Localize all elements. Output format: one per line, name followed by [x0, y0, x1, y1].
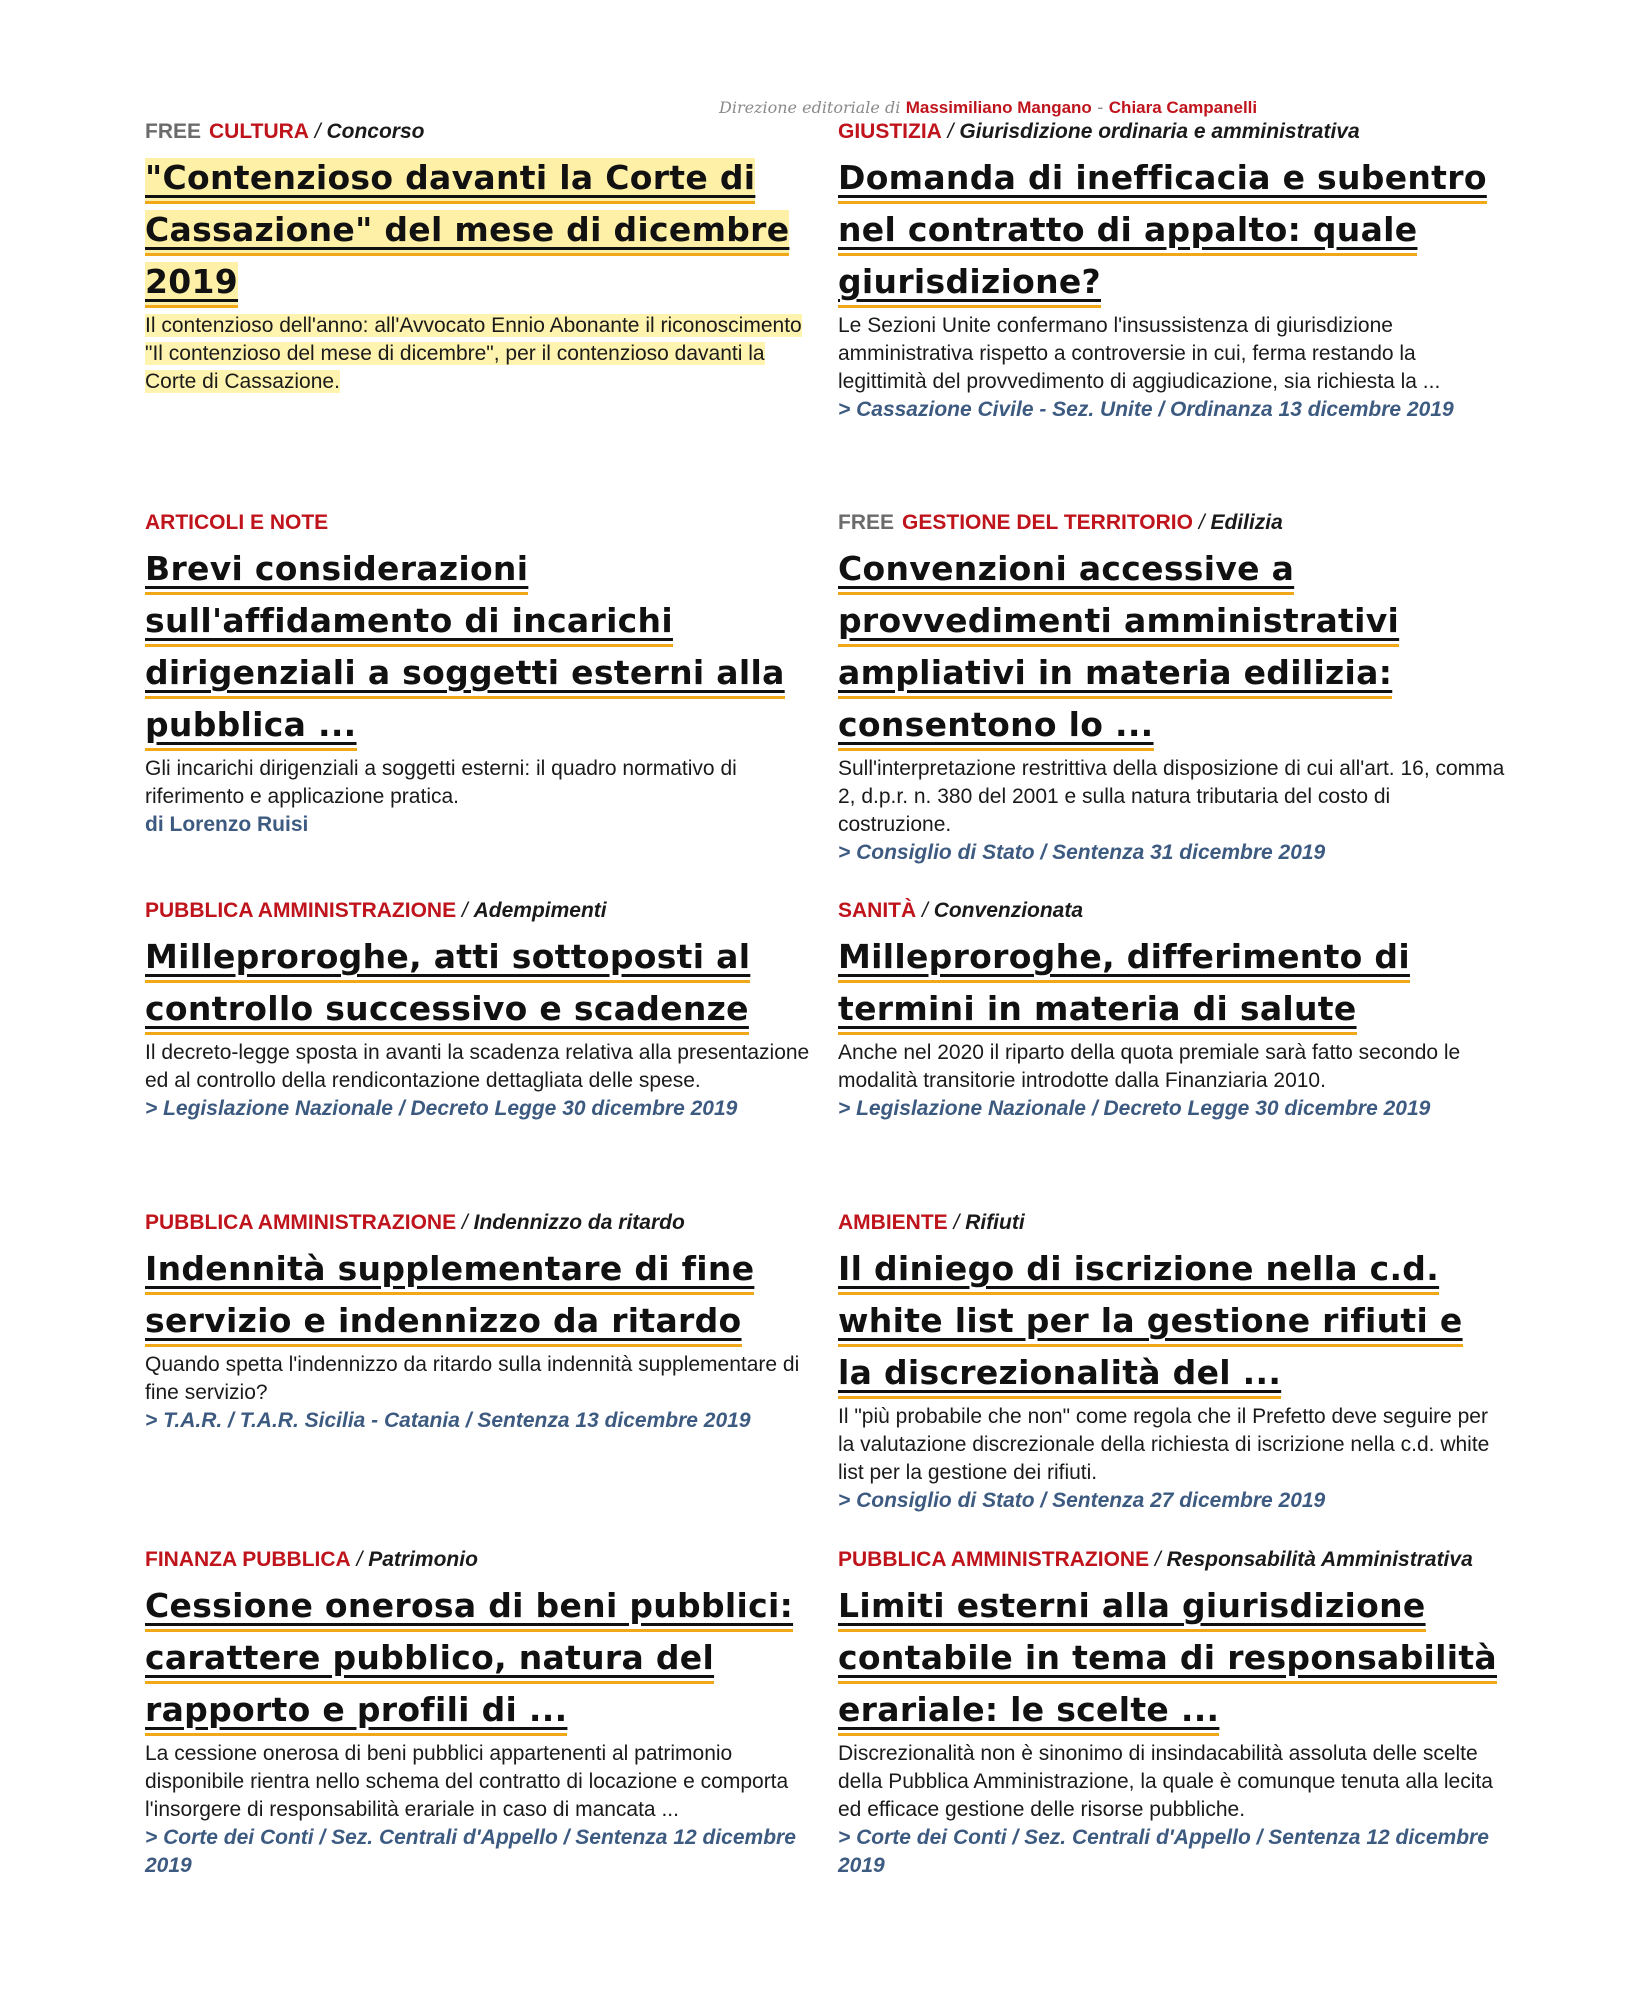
article-source-link[interactable]: > T.A.R. / T.A.R. Sicilia - Catania / Sentenza 13 dicembre 2019 — [145, 1409, 751, 1432]
article-meta: GIUSTIZIA / Giurisdizione ordinaria e amministrativa — [838, 120, 1360, 143]
article-title[interactable] — [145, 543, 810, 751]
article-source-link[interactable]: > Legislazione Nazionale / Decreto Legge 30 dicembre 2019 — [838, 1097, 1431, 1120]
category-link[interactable]: AMBIENTE — [838, 1211, 948, 1234]
article-title[interactable] — [145, 152, 810, 308]
editor-name-1[interactable]: Massimiliano Mangano — [905, 98, 1092, 117]
article-meta: FREE CULTURA / Concorso — [145, 120, 425, 143]
editorial-prefix: Direzione editoriale di — [719, 98, 901, 117]
subcategory-link[interactable]: Edilizia — [1210, 511, 1283, 534]
article-title-link[interactable]: "Contenzioso davanti la Corte di Cassazione" del mese di dicembre 2019 — [145, 158, 789, 308]
article-title-link[interactable]: Indennità supplementare di fine servizio e indennizzo da ritardo — [145, 1249, 754, 1347]
article-title-link[interactable]: Cessione onerosa di beni pubblici: carattere pubblico, natura del rapporto e profili di ... — [145, 1586, 793, 1736]
article-abstract: Discrezionalità non è sinonimo di insindacabilità assoluta delle scelte della Pubblica Amministrazione, la quale è comunque tenuta alla lecita ed efficace gestione delle risorse pubbliche. — [838, 1742, 1493, 1821]
article-source-link[interactable]: > Consiglio di Stato / Sentenza 31 dicembre 2019 — [838, 841, 1326, 864]
article-source-link[interactable]: > Consiglio di Stato / Sentenza 27 dicembre 2019 — [838, 1489, 1326, 1512]
article-card — [145, 118, 810, 396]
article-card — [838, 897, 1508, 1123]
article-author-link[interactable]: di Lorenzo Ruisi — [145, 813, 309, 836]
article-title[interactable] — [145, 931, 810, 1035]
article-card — [838, 509, 1508, 867]
subcategory-link[interactable]: Convenzionata — [933, 899, 1084, 922]
article-meta — [145, 509, 810, 537]
article-abstract: Quando spetta l'indennizzo da ritardo sulla indennità supplementare di fine servizio? — [145, 1353, 800, 1404]
article-abstract: Anche nel 2020 il riparto della quota premiale sarà fatto secondo le modalità transitorie introdotte dalla Finanziaria 2010. — [838, 1041, 1461, 1092]
article-meta: PUBBLICA AMMINISTRAZIONE / Responsabilità Amministrativa — [838, 1548, 1473, 1571]
article-source-link[interactable]: > Corte dei Conti / Sez. Centrali d'Appello / Sentenza 12 dicembre 2019 — [145, 1826, 796, 1877]
article-title-link[interactable]: Convenzioni accessive a provvedimenti amministrativi ampliativi in materia edilizia: consentono lo ... — [838, 549, 1399, 751]
category-link[interactable]: GESTIONE DEL TERRITORIO — [902, 511, 1193, 534]
category-link[interactable]: SANITÀ — [838, 899, 917, 922]
article-meta: SANITÀ / Convenzionata — [838, 899, 1084, 922]
article-abstract: La cessione onerosa di beni pubblici appartenenti al patrimonio disponibile rientra nello schema del contratto di locazione e comporta l'insorgere di responsabilità erariale in caso di mancata ... — [145, 1742, 789, 1821]
article-title-link[interactable]: Milleproroghe, atti sottoposti al controllo successivo e scadenze — [145, 937, 750, 1035]
editor-separator: - — [1091, 98, 1109, 118]
article-title[interactable] — [838, 543, 1508, 751]
subcategory-link[interactable]: Indennizzo da ritardo — [473, 1211, 685, 1234]
category-link[interactable]: PUBBLICA AMMINISTRAZIONE — [838, 1548, 1150, 1571]
editor-name-2[interactable]: Chiara Campanelli — [1108, 98, 1258, 117]
article-meta: AMBIENTE / Rifiuti — [838, 1211, 1025, 1234]
article-card — [838, 118, 1508, 424]
article-title-link[interactable]: Domanda di inefficacia e subentro nel contratto di appalto: quale giurisdizione? — [838, 158, 1487, 308]
article-title-link[interactable]: Brevi considerazioni sull'affidamento di incarichi dirigenziali a soggetti esterni alla pubblica ... — [145, 549, 785, 751]
article-title[interactable] — [145, 1243, 810, 1347]
subcategory-link[interactable]: Patrimonio — [368, 1548, 478, 1571]
category-link[interactable]: PUBBLICA AMMINISTRAZIONE — [145, 1211, 457, 1234]
subcategory-link[interactable]: Rifiuti — [965, 1211, 1025, 1234]
article-card — [145, 1209, 810, 1435]
free-badge: FREE — [145, 120, 202, 143]
article-abstract-text: Il contenzioso dell'anno: all'Avvocato Ennio Abonante il riconoscimento "Il contenzioso del mese di dicembre", per il contenzioso davanti la Corte di Cassazione. — [145, 314, 802, 393]
subcategory-link[interactable]: Giurisdizione ordinaria e amministrativa — [959, 120, 1360, 143]
article-meta: PUBBLICA AMMINISTRAZIONE / Adempimenti — [145, 899, 607, 922]
article-card — [838, 1209, 1508, 1515]
editorial-header — [719, 98, 1419, 118]
article-source-link[interactable]: > Legislazione Nazionale / Decreto Legge 30 dicembre 2019 — [145, 1097, 738, 1120]
article-title-link[interactable]: Milleproroghe, differimento di termini in materia di salute — [838, 937, 1410, 1035]
article-meta: PUBBLICA AMMINISTRAZIONE / Indennizzo da ritardo — [145, 1211, 685, 1234]
article-abstract: Il "più probabile che non" come regola che il Prefetto deve seguire per la valutazione discrezionale della richiesta di iscrizione nella c.d. white list per la gestione dei rifiuti. — [838, 1405, 1490, 1484]
subcategory-link[interactable]: Concorso — [326, 120, 425, 143]
category-link[interactable]: ARTICOLI E NOTE — [145, 511, 329, 534]
subcategory-link[interactable]: Responsabilità Amministrativa — [1166, 1548, 1473, 1571]
article-abstract — [145, 312, 810, 396]
article-abstract: Il decreto-legge sposta in avanti la scadenza relativa alla presentazione ed al controllo della rendicontazione dettagliata delle spese. — [145, 1041, 810, 1092]
article-meta: FREE GESTIONE DEL TERRITORIO / Edilizia — [838, 511, 1283, 534]
article-card — [145, 1546, 810, 1880]
article-abstract: Le Sezioni Unite confermano l'insussistenza di giurisdizione amministrativa rispetto a controversie in cui, ferma restando la legittimità del provvedimento di aggiudicazione, sia richiesta la ... — [838, 314, 1441, 393]
article-card — [145, 897, 810, 1123]
article-meta: FINANZA PUBBLICA / Patrimonio — [145, 1548, 478, 1571]
category-link[interactable]: CULTURA — [209, 120, 309, 143]
article-title[interactable] — [145, 1580, 810, 1736]
article-title[interactable] — [838, 1580, 1508, 1736]
subcategory-link[interactable]: Adempimenti — [473, 899, 607, 922]
category-link[interactable]: GIUSTIZIA — [838, 120, 942, 143]
article-card — [838, 1546, 1508, 1880]
article-card — [145, 509, 810, 839]
article-title-link[interactable]: Il diniego di iscrizione nella c.d. white list per la gestione rifiuti e la discrezionalità del ... — [838, 1249, 1463, 1399]
category-link[interactable]: FINANZA PUBBLICA — [145, 1548, 351, 1571]
article-source-link[interactable]: > Cassazione Civile - Sez. Unite / Ordinanza 13 dicembre 2019 — [838, 398, 1454, 421]
article-title-link[interactable]: Limiti esterni alla giurisdizione contabile in tema di responsabilità erariale: le scelte ... — [838, 1586, 1497, 1736]
free-badge: FREE — [838, 511, 895, 534]
article-abstract: Gli incarichi dirigenziali a soggetti esterni: il quadro normativo di riferimento e applicazione pratica. — [145, 757, 737, 808]
article-title[interactable] — [838, 152, 1508, 308]
article-title[interactable] — [838, 1243, 1508, 1399]
article-title[interactable] — [838, 931, 1508, 1035]
article-abstract: Sull'interpretazione restrittiva della disposizione di cui all'art. 16, comma 2, d.p.r. n. 380 del 2001 e sulla natura tributaria del costo di costruzione. — [838, 757, 1505, 836]
article-source-link[interactable]: > Corte dei Conti / Sez. Centrali d'Appello / Sentenza 12 dicembre 2019 — [838, 1826, 1489, 1877]
category-link[interactable]: PUBBLICA AMMINISTRAZIONE — [145, 899, 457, 922]
